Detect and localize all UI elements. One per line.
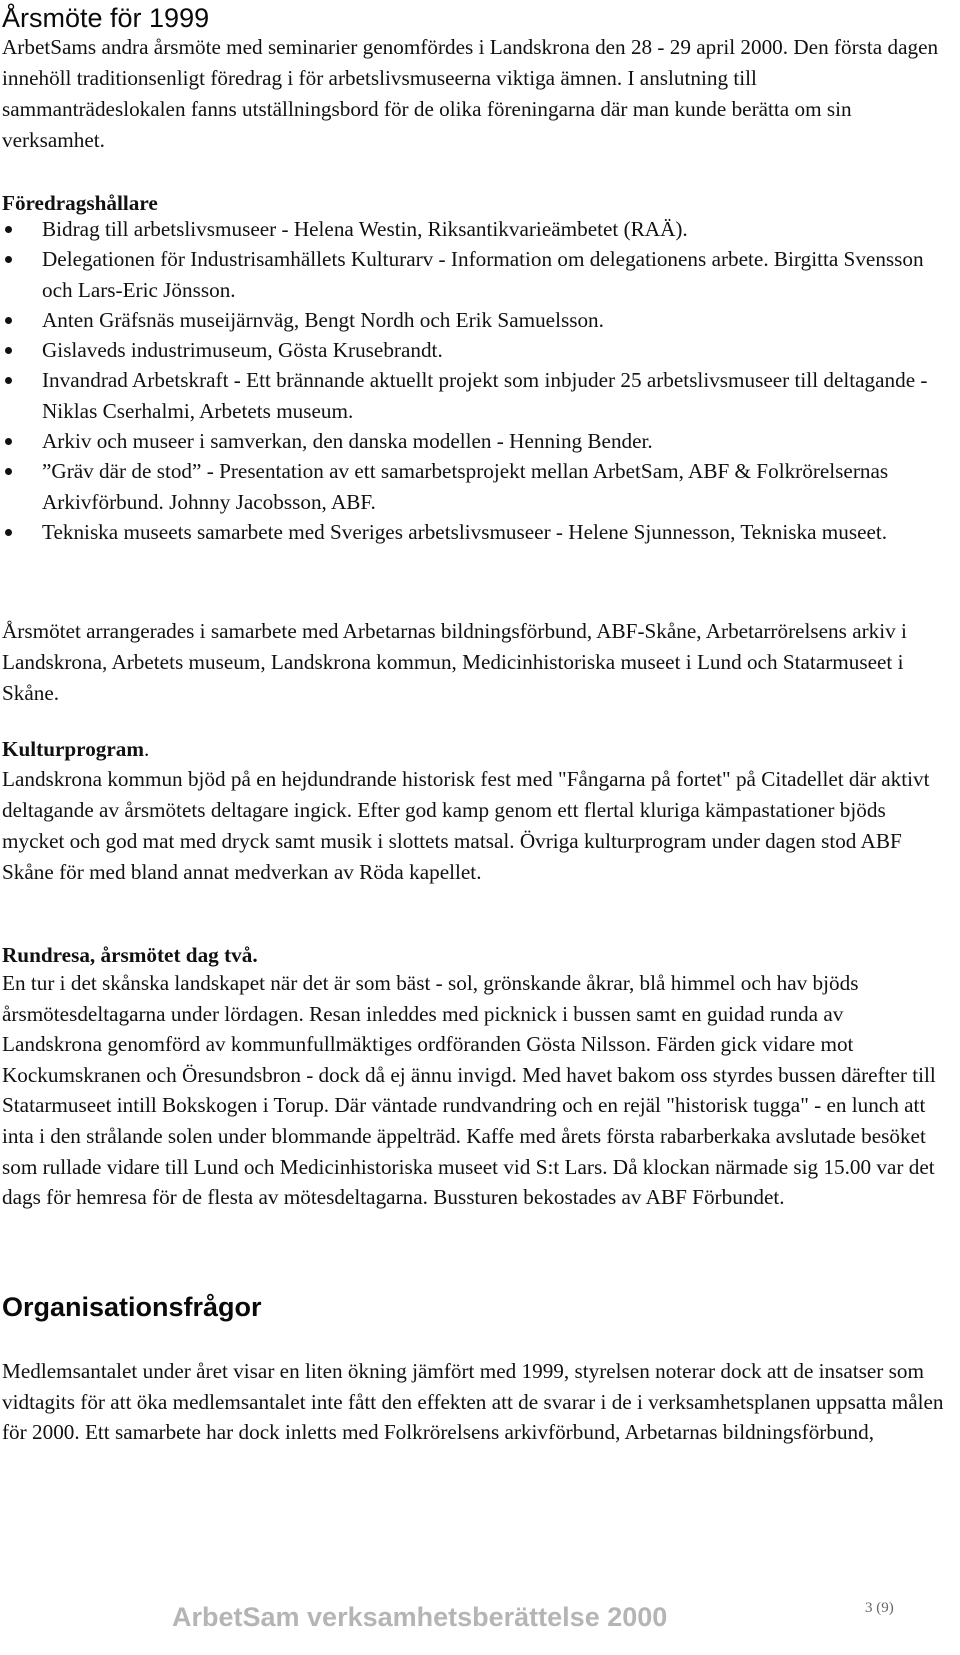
- list-item-text: Tekniska museets samarbete med Sveriges arbetslivsmuseer - Helene Sjunnesson, Tekniska museet.: [42, 519, 888, 544]
- bullet-icon: [5, 347, 12, 354]
- speakers-list: [0, 214, 945, 547]
- tour-paragraph: En tur i det skånska landskapet när det är som bäst - sol, grönskande åkrar, blå himmel och hav bjöds årsmötesdeltagarna under lördagen. Resan inleddes med picknick i bussen samt en guidad runda av Landskrona genomförd av kommunfullmäktiges ordföranden Gösta Nilsson. Färden gick vidare mot Kockumskranen och Öresundsbron - dock då ej ännu invigd. Med havet bakom oss styrdes bussen därefter till Statarmuseet intill Bokskogen i Torup. Där väntade rundvandring och en rejäl "historisk tugga" - en lunch att inta i den strålande solen under blommande äppelträd. Kaffe med årets första rabarberkaka avslutade besöket som rullade vidare till Lund och Medicinhistoriska museet vid S:t Lars. Då klockan närmade sig 15.00 var det dags för hemresa för de flesta av mötesdeltagarna. Bussturen bekostades av ABF Förbundet.: [2, 971, 936, 1210]
- list-item: [0, 244, 945, 305]
- list-item-text: ”Gräv där de stod” - Presentation av ett samarbetsprojekt mellan ArbetSam, ABF & Folkrörelsernas Arkivförbund. Johnny Jacobsson, ABF.: [42, 459, 889, 514]
- culture-paragraph: Landskrona kommun bjöd på en hejdundrande historisk fest med "Fångarna på fortet" på Citadellet där aktivt deltagande av årsmötets deltagare ingick. Efter god kamp genom ett flertal kluriga kämpastationer bjöds mycket och god mat med dryck samt musik i slottets matsal. Övriga kulturprogram under dagen stod ABF Skåne för med bland annat medverkan av Röda kapellet.: [2, 767, 930, 884]
- bullet-icon: [5, 438, 12, 445]
- list-item-text: Gislaveds industrimuseum, Gösta Krusebrandt.: [42, 338, 443, 363]
- list-item: [0, 335, 945, 365]
- list-item-text: Arkiv och museer i samverkan, den danska modellen - Henning Bender.: [42, 429, 653, 454]
- speakers-heading: Föredragshållare: [2, 191, 158, 215]
- organisation-heading: Organisationsfrågor: [2, 1292, 262, 1322]
- list-item-text: Delegationen för Industrisamhällets Kulturarv - Information om delegationens arbete. Birgitta Svensson och Lars-Eric Jönsson.: [42, 247, 924, 302]
- bullet-icon: [5, 377, 12, 384]
- page-number: 3 (9): [865, 1600, 894, 1616]
- bullet-icon: [5, 468, 12, 475]
- organisation-paragraph: Medlemsantalet under året visar en liten ökning jämfört med 1999, styrelsen noterar dock att de insatser som vidtagits för att öka medlemsantalet inte fått den effekten att de svarar i de i verksamhetsplanen uppsatta målen för 2000. Ett samarbete har dock inletts med Folkrörelsens arkivförbund, Arbetarnas bildningsförbund,: [2, 1359, 944, 1445]
- list-item: [0, 365, 945, 426]
- list-item-text: Invandrad Arbetskraft - Ett brännande aktuellt projekt som inbjuder 25 arbetslivsmuseer till deltagande - Niklas Cserhalmi, Arbetets museum.: [42, 368, 928, 423]
- bullet-icon: [5, 317, 12, 324]
- culture-heading-punct: .: [144, 737, 150, 761]
- bullet-icon: [5, 256, 12, 263]
- arranged-paragraph: Årsmötet arrangerades i samarbete med Arbetarnas bildningsförbund, ABF-Skåne, Arbetarrörelsens arkiv i Landskrona, Arbetets museum, Landskrona kommun, Medicinhistoriska museet i Lund och Statarmuseet i Skåne.: [2, 619, 907, 705]
- list-item: [0, 426, 945, 456]
- list-item: [0, 517, 945, 547]
- list-item: [0, 305, 945, 335]
- intro-paragraph: ArbetSams andra årsmöte med seminarier genomfördes i Landskrona den 28 - 29 april 2000. Den första dagen innehöll traditionsenligt föredrag i för arbetslivsmuseerna viktiga ämnen. I anslutning till sammanträdeslokalen fanns utställningsbord för de olika föreningarna där man kunde berätta om sin verksamhet.: [2, 35, 939, 152]
- list-item: [0, 456, 945, 517]
- bullet-icon: [5, 529, 12, 536]
- list-item: [0, 214, 945, 244]
- tour-heading: Rundresa, årsmötet dag två.: [2, 943, 258, 967]
- culture-heading-text: Kulturprogram: [2, 737, 145, 761]
- page-title: Årsmöte för 1999: [2, 3, 210, 33]
- culture-heading: [2, 734, 149, 765]
- list-item-text: Anten Gräfsnäs museijärnväg, Bengt Nordh och Erik Samuelsson.: [42, 307, 604, 332]
- footer-title: ArbetSam verksamhetsberättelse 2000: [172, 1602, 668, 1632]
- list-item-text: Bidrag till arbetslivsmuseer - Helena Westin, Riksantikvarieämbetet (RAÄ).: [42, 217, 688, 241]
- bullet-icon: [5, 226, 12, 233]
